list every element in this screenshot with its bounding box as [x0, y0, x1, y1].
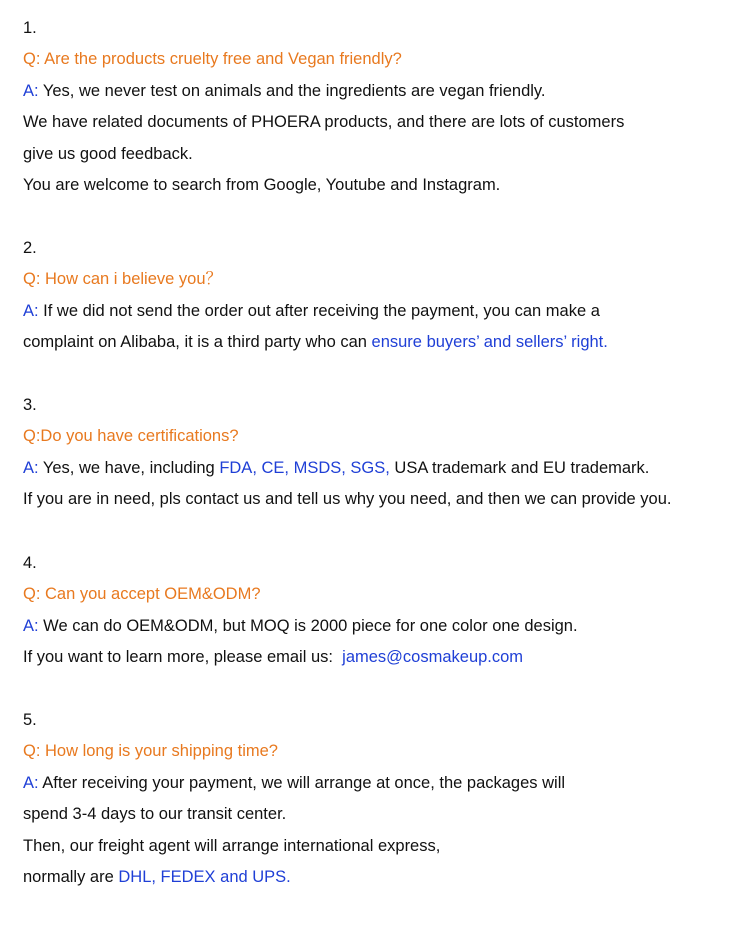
faq-answer-line — [23, 768, 751, 799]
answer-text: Yes, we never test on animals and the ingredients are vegan friendly. — [38, 81, 546, 100]
faq-answer-line: give us good feedback. — [23, 144, 193, 163]
faq-question: Q: How can i believe you？ — [23, 270, 223, 289]
faq-item-1 — [23, 13, 751, 201]
faq-answer-line: Then, our freight agent will arrange international express, — [23, 836, 441, 855]
answer-text: Yes, we have, including — [38, 458, 220, 477]
answer-text: normally are — [23, 867, 119, 886]
faq-answer-line — [23, 453, 751, 484]
faq-item-5 — [23, 705, 751, 893]
faq-answer-line — [23, 76, 751, 107]
answer-text: complaint on Alibaba, it is a third party who can — [23, 333, 372, 352]
faq-number: 3. — [23, 396, 37, 414]
faq-answer-line: We have related documents of PHOERA products, and there are lots of customers — [23, 113, 625, 132]
answer-label: A: — [23, 773, 39, 792]
faq-answer-line — [23, 296, 751, 327]
answer-label: A: — [23, 81, 39, 100]
faq-question: Q: Are the products cruelty free and Vegan friendly? — [23, 50, 402, 69]
faq-number: 1. — [23, 19, 37, 37]
faq-answer-line — [23, 611, 751, 642]
faq-item-4 — [23, 548, 751, 674]
faq-question: Q: How long is your shipping time? — [23, 742, 278, 761]
highlight-text: ensure buyers’ and sellers’ right. — [371, 333, 608, 352]
faq-number: 2. — [23, 239, 37, 257]
faq-answer-line — [23, 862, 751, 893]
faq-number: 4. — [23, 554, 37, 572]
faq-answer-line: You are welcome to search from Google, Youtube and Instagram. — [23, 175, 501, 194]
answer-text: USA trademark and EU trademark. — [389, 458, 650, 477]
answer-label: A: — [23, 616, 39, 635]
faq-question: Q:Do you have certifications? — [23, 427, 239, 446]
carriers-text: DHL, FEDEX and UPS. — [118, 867, 291, 886]
answer-text: We can do OEM&ODM, but MOQ is 2000 piece for one color one design. — [38, 616, 578, 635]
answer-text: After receiving your payment, we will arrange at once, the packages will — [38, 773, 566, 792]
faq-answer-line: If you are in need, pls contact us and tell us why you need, and then we can provide you. — [23, 490, 672, 509]
faq-item-2 — [23, 233, 751, 359]
answer-label: A: — [23, 458, 39, 477]
answer-text: If you want to learn more, please email us: — [23, 648, 343, 667]
faq-question: Q: Can you accept OEM&ODM? — [23, 585, 261, 604]
faq-answer-line — [23, 642, 751, 673]
answer-text: If we did not send the order out after receiving the payment, you can make a — [38, 301, 600, 320]
faq-answer-line: spend 3-4 days to our transit center. — [23, 805, 287, 824]
answer-label: A: — [23, 301, 39, 320]
email-link[interactable]: james@cosmakeup.com — [342, 648, 524, 667]
faq-number: 5. — [23, 711, 37, 729]
faq-answer-line — [23, 327, 751, 358]
faq-item-3 — [23, 390, 751, 516]
certifications-text: FDA, CE, MSDS, SGS, — [219, 458, 390, 477]
